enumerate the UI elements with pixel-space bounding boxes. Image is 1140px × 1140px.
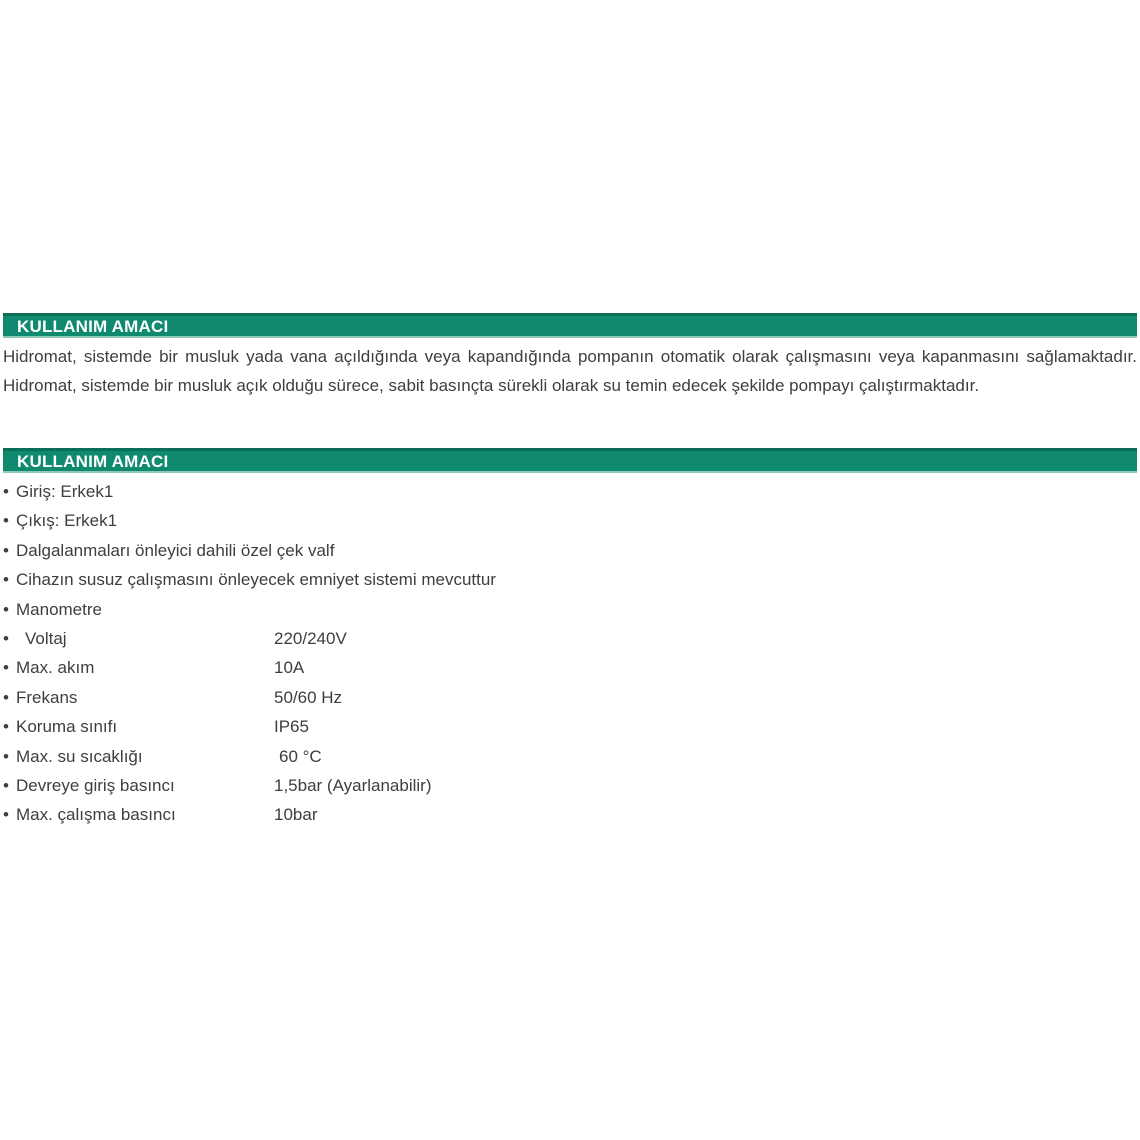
spec-value: 10bar: [274, 805, 318, 825]
bullet-icon: •: [3, 805, 9, 825]
list-item-feature: [3, 506, 903, 535]
spec-label: Max. akım: [16, 658, 95, 678]
feature-text: Cihazın susuz çalışmasını önleyecek emniyet sistemi mevcuttur: [16, 570, 496, 590]
list-item-feature: [3, 565, 903, 594]
feature-text: Manometre: [16, 599, 102, 619]
section-header-specifications: KULLANIM AMACI: [3, 448, 1137, 473]
spec-value: 60 °C: [279, 746, 322, 766]
list-item-feature: [3, 477, 903, 506]
feature-text: Dalgalanmaları önleyici dahili özel çek valf: [16, 540, 335, 560]
bullet-icon: •: [3, 599, 9, 619]
list-item-spec-voltage: [3, 624, 903, 653]
feature-text: Giriş: Erkek1: [16, 482, 114, 501]
bullet-icon: •: [3, 658, 9, 678]
bullet-icon: •: [3, 570, 9, 590]
list-item-spec-max-current: [3, 653, 903, 682]
spec-label: Voltaj: [25, 628, 67, 648]
list-item-spec-frequency: [3, 683, 903, 712]
bullet-icon: •: [3, 746, 9, 766]
bullet-icon: •: [3, 540, 9, 560]
spec-value: IP65: [274, 717, 309, 737]
list-item-spec-protection-class: [3, 712, 903, 741]
list-item-spec-cut-in-pressure: [3, 771, 903, 800]
spec-label: Devreye giriş basıncı: [16, 775, 175, 795]
spec-label: Max. çalışma basıncı: [16, 805, 176, 825]
usage-description: Hidromat, sistemde bir musluk yada vana açıldığında veya kapandığında pompanın otomatik olarak çalışmasını veya kapanmasını sağlamaktadır. Hidromat, sistemde bir musluk açık olduğu sürece, sabit basınçta sürekli olarak su temin edecek şekilde pompayı çalıştırmaktadır.: [3, 347, 1137, 395]
bullet-icon: •: [3, 628, 9, 648]
list-item-feature: [3, 595, 903, 624]
spec-value: 1,5bar (Ayarlanabilir): [274, 775, 432, 795]
list-item-spec-max-working-pressure: [3, 800, 903, 829]
spec-label: Frekans: [16, 687, 78, 707]
spec-label: Max. su sıcaklığı: [16, 746, 143, 766]
bullet-icon: •: [3, 511, 9, 531]
spec-value: 220/240V: [274, 628, 347, 648]
bullet-icon: •: [3, 482, 9, 501]
bullet-icon: •: [3, 687, 9, 707]
spec-label: Koruma sınıfı: [16, 717, 118, 737]
list-item-spec-max-water-temp: [3, 742, 903, 771]
list-item-feature: [3, 536, 903, 565]
spec-value: 50/60 Hz: [274, 687, 343, 707]
spec-value: 10A: [274, 658, 305, 678]
section-header-usage-purpose: KULLANIM AMACI: [3, 313, 1137, 338]
feature-text: Çıkış: Erkek1: [16, 511, 118, 531]
feature-spec-list: [3, 477, 903, 830]
bullet-icon: •: [3, 775, 9, 795]
bullet-icon: •: [3, 717, 9, 737]
